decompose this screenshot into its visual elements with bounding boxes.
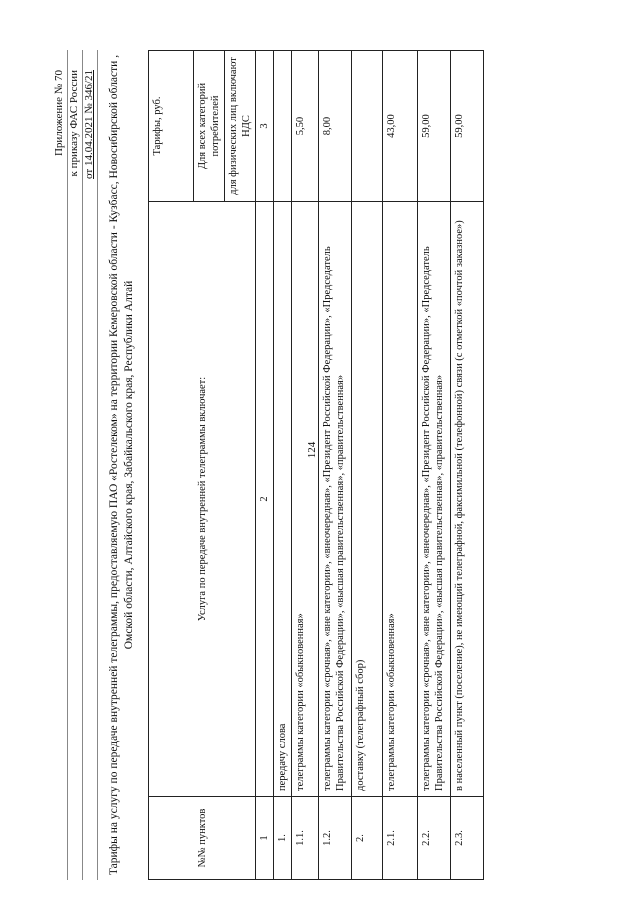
table-row	[292, 51, 319, 880]
index-cell-1: 1	[256, 797, 274, 880]
table-row	[383, 51, 418, 880]
row-value	[352, 51, 383, 202]
title-line-2: Омской области, Алтайского края, Забайкальского края, Республики Алтай	[123, 280, 135, 650]
row-number: 2.1.	[383, 797, 418, 880]
order-label: к приказу ФАС России	[68, 70, 80, 177]
table-row	[274, 51, 292, 880]
row-value: 5,50	[292, 51, 319, 202]
title-line-1: Тарифы на услугу по передаче внутренней телеграммы, предоставляемую ПАО «Ростелеком» на территории Кемеровской области - Кузбасс, Новосибирской области ,	[108, 54, 120, 876]
col-service-header: Услуга по передаче внутренней телеграммы включает:	[149, 202, 256, 797]
row-number: 2.2.	[418, 797, 451, 880]
document-title	[107, 50, 137, 880]
row-number: 1.1.	[292, 797, 319, 880]
row-number: 2.3.	[451, 797, 484, 880]
header-line-1	[52, 50, 68, 880]
page-number: 124	[306, 441, 318, 459]
table-header-row	[149, 51, 194, 880]
col-tariff-sub1: Для всех категорий потребителей	[194, 51, 225, 202]
appendix-header	[52, 50, 97, 880]
rotated-page	[52, 50, 584, 880]
row-value: 43,00	[383, 51, 418, 202]
row-text: телеграммы категории «обыкновенная»	[383, 202, 418, 797]
row-value: 8,00	[319, 51, 352, 202]
row-text: передачу слова	[274, 202, 292, 797]
table-row	[451, 51, 484, 880]
table-index-row	[256, 51, 274, 880]
row-text: в населенный пункт (поселение), не имеющий телеграфной, факсимильной (телефонной) связи (с отметкой «почтой заказное»)	[451, 202, 484, 797]
row-value	[274, 51, 292, 202]
col-tariff-sub2: для физических лиц включают НДС	[225, 51, 256, 202]
appendix-label: Приложение № 70	[53, 70, 65, 157]
row-number: 2.	[352, 797, 383, 880]
row-text: доставку (телеграфный сбор)	[352, 202, 383, 797]
row-value: 59,00	[451, 51, 484, 202]
table-row	[418, 51, 451, 880]
row-text: телеграммы категории «срочная», «вне категории», «внеочередная», «Президент Российской Федерации», «Председатель Правительства Российской Федерации», «высшая правительственная», «правительственная»	[319, 202, 352, 797]
col-tariff-header: Тарифы, руб.	[149, 51, 194, 202]
tariff-table	[148, 50, 484, 880]
row-number: 1.	[274, 797, 292, 880]
row-value: 59,00	[418, 51, 451, 202]
index-cell-3: 3	[256, 51, 274, 202]
row-text: телеграммы категории «обыкновенная»	[292, 202, 319, 797]
table-row	[319, 51, 352, 880]
order-date: от 14.04.2021 № 346/21	[83, 70, 95, 179]
row-text: телеграммы категории «срочная», «вне категории», «внеочередная», «Президент Российской Федерации», «Председатель Правительства Российской Федерации», «высшая правительственная», «правительственная»	[418, 202, 451, 797]
table-row	[352, 51, 383, 880]
row-number: 1.2.	[319, 797, 352, 880]
col-number-header: №№ пунктов	[149, 797, 256, 880]
index-cell-2: 2	[256, 202, 274, 797]
